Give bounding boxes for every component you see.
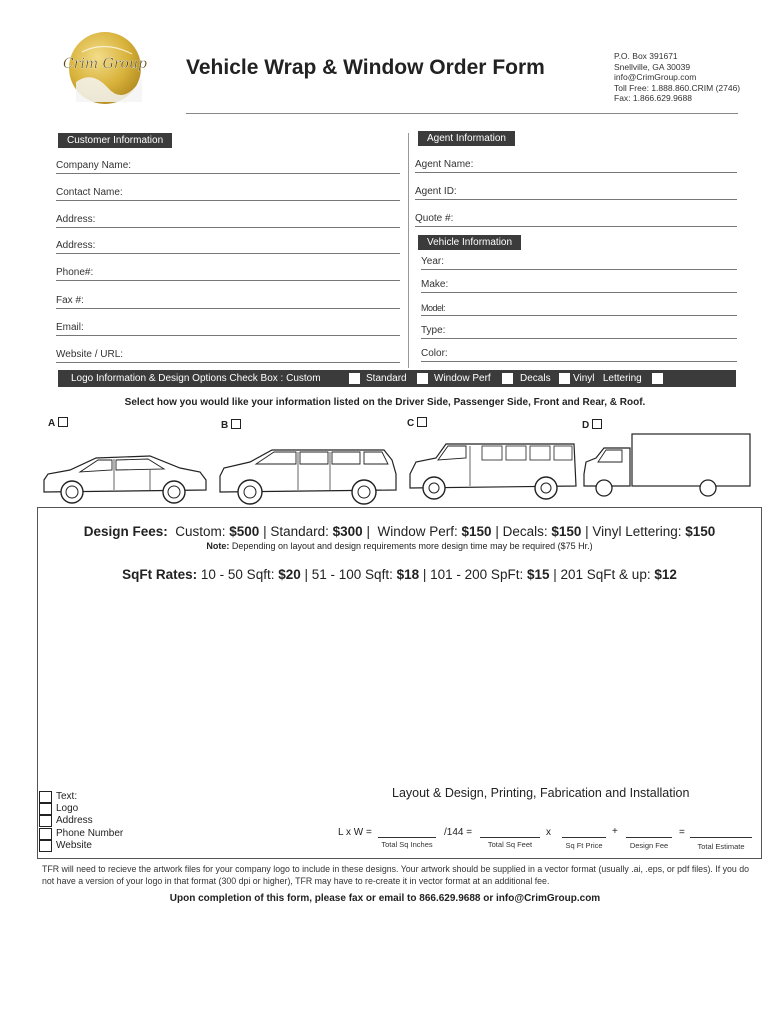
vinyl-fee-price: $150 — [685, 524, 716, 539]
custom-fee-label: Custom: — [175, 524, 226, 539]
agent-info-tag: Agent Information — [418, 131, 515, 146]
sq-ft-price-input[interactable] — [562, 827, 606, 838]
options-label: Logo Information & Design Options Check Box : Custom — [71, 373, 321, 384]
vehicle-c-label: C — [407, 418, 415, 429]
design-fees-label: Design Fees: — [83, 524, 168, 539]
submission-footer: Upon completion of this form, please fax or email to 866.629.9688 or info@CrimGroup.com — [169, 893, 601, 904]
tier1-price: $20 — [278, 567, 301, 582]
sq-ft-price-caption: Sq Ft Price — [565, 841, 603, 850]
standard-checkbox[interactable] — [417, 373, 428, 384]
artwork-disclaimer: TFR will need to recieve the artwork files for your company logo to include in these designs. Your artwork should be supplied in a vector format (usually .ai, .eps, or pdf files). If you do not have a version of your logo in that format (300 dpi or higher), TFR may have to re-create it in vector format at an additional fee. — [42, 864, 750, 886]
page-title: Vehicle Wrap & Window Order Form — [186, 56, 545, 79]
div144-label: /144 = — [444, 827, 473, 838]
total-sq-feet-caption: Total Sq Feet — [487, 840, 533, 849]
color-field[interactable]: Color: — [421, 348, 737, 362]
agent-name-field[interactable]: Agent Name: — [415, 159, 737, 173]
vinyl-lettering-label: Vinyl Lettering — [573, 373, 642, 384]
po-box: P.O. Box 391671 — [614, 51, 678, 61]
checklist-checkbox[interactable] — [39, 815, 52, 827]
design-fee-caption: Design Fee — [629, 841, 669, 850]
tier4-label: 201 SqFt & up: — [560, 567, 651, 582]
checklist-item[interactable] — [39, 828, 123, 840]
vinyl-fee-label: Vinyl Lettering: — [592, 524, 682, 539]
custom-fee-price: $500 — [229, 524, 260, 539]
checklist-checkbox[interactable] — [39, 803, 52, 815]
design-note — [37, 541, 762, 551]
fax-field[interactable]: Fax #: — [56, 295, 400, 309]
sqft-rates-label: SqFt Rates: — [122, 567, 198, 582]
lxw-label: L x W = — [338, 827, 372, 838]
fax-number: Fax: 1.866.629.9688 — [614, 93, 692, 104]
window-perf-fee-price: $150 — [461, 524, 492, 539]
make-field[interactable]: Make: — [421, 279, 737, 293]
decals-fee-label: Decals: — [502, 524, 548, 539]
times-sign: x — [546, 827, 551, 838]
website-field[interactable]: Website / URL: — [56, 349, 400, 363]
company-name-field[interactable]: Company Name: — [56, 160, 400, 174]
sedan-drawing — [40, 450, 210, 506]
checklist-label: Logo — [56, 803, 79, 815]
checklist-label: Phone Number — [56, 827, 124, 839]
custom-checkbox[interactable] — [349, 373, 360, 384]
checklist-checkbox[interactable] — [39, 840, 52, 852]
box-truck-drawing — [582, 432, 754, 498]
customer-info-tag: Customer Information — [58, 133, 172, 148]
design-options-bar — [58, 370, 736, 387]
checklist-item[interactable] — [39, 803, 123, 815]
info-checklist — [39, 791, 123, 852]
equals-sign: = — [679, 827, 685, 838]
tier3-label: 101 - 200 SpFt: — [430, 567, 524, 582]
quote-number-field[interactable]: Quote #: — [415, 213, 737, 227]
total-sq-feet-input[interactable] — [480, 827, 540, 838]
standard-fee-label: Standard: — [270, 524, 329, 539]
email-field[interactable]: Email: — [56, 322, 400, 336]
tier2-price: $18 — [396, 567, 420, 582]
tier4-price: $12 — [654, 567, 677, 582]
vehicle-a-checkbox[interactable] — [58, 417, 68, 427]
tier2-label: 51 - 100 Sqft: — [311, 567, 393, 582]
vehicle-option-b[interactable] — [221, 419, 241, 431]
window-perf-fee-label: Window Perf: — [377, 524, 458, 539]
design-area[interactable] — [37, 507, 762, 859]
contact-block — [614, 51, 740, 104]
checklist-checkbox[interactable] — [39, 828, 52, 840]
checklist-label: Address — [56, 815, 93, 827]
model-field[interactable]: Model: — [421, 302, 737, 316]
checklist-checkbox[interactable] — [39, 791, 52, 803]
vehicle-b-checkbox[interactable] — [231, 419, 241, 429]
checklist-label: Website — [56, 839, 92, 851]
vehicle-option-c[interactable] — [407, 417, 427, 429]
checklist-label: Text: — [56, 791, 78, 802]
contact-email[interactable]: info@CrimGroup.com — [614, 72, 697, 83]
address-field-1[interactable]: Address: — [56, 214, 400, 228]
checklist-item[interactable] — [39, 791, 123, 803]
vehicle-a-label: A — [48, 418, 56, 429]
total-estimate-input[interactable] — [690, 827, 752, 838]
contact-name-field[interactable]: Contact Name: — [56, 187, 400, 201]
checklist-item[interactable] — [39, 815, 123, 827]
design-fees-line: Design Fees: Custom: $500 | Standard: $300 | Window Perf: $150 | Decals: $150 | Vinyl Lettering: $150 — [83, 524, 716, 539]
window-perf-checkbox[interactable] — [502, 373, 513, 384]
vehicle-d-checkbox[interactable] — [592, 419, 602, 429]
note-label: Note: — [206, 541, 230, 551]
tier1-label: 10 - 50 Sqft: — [200, 567, 275, 582]
vehicle-info-tag: Vehicle Information — [418, 235, 521, 250]
toll-free: Toll Free: 1.888.860.CRIM (2746) — [614, 82, 741, 93]
vinyl-lettering-checkbox[interactable] — [652, 373, 663, 384]
decals-label: Decals — [520, 373, 551, 384]
tier3-price: $15 — [526, 567, 550, 582]
address-field-2[interactable]: Address: — [56, 240, 400, 254]
decals-checkbox[interactable] — [559, 373, 570, 384]
phone-field[interactable]: Phone#: — [56, 267, 400, 281]
column-divider — [408, 133, 409, 368]
company-logo — [62, 30, 148, 108]
agent-id-field[interactable]: Agent ID: — [415, 186, 737, 200]
plus-sign: + — [612, 826, 618, 837]
logo-text: Crim Group — [63, 56, 147, 72]
year-field[interactable]: Year: — [421, 256, 737, 270]
vehicle-option-d[interactable] — [582, 419, 602, 431]
total-sq-inches-input[interactable] — [378, 827, 436, 838]
standard-label: Standard — [366, 373, 407, 384]
vehicle-d-label: D — [582, 420, 590, 431]
standard-fee-price: $300 — [332, 524, 363, 539]
vehicle-b-label: B — [221, 420, 229, 431]
vehicle-instruction: Select how you would like your information listed on the Driver Side, Passenger Side, Front and Rear, & Roof. — [124, 397, 646, 408]
checklist-item[interactable] — [39, 840, 123, 852]
sqft-rates-line: SqFt Rates: 10 - 50 Sqft: $20 | 51 - 100 Sqft: $18 | 101 - 200 SpFt: $15 | 201 SqFt & up: $12 — [122, 567, 677, 582]
vehicle-c-checkbox[interactable] — [417, 417, 427, 427]
type-field[interactable]: Type: — [421, 325, 737, 339]
design-fee-input[interactable] — [626, 827, 672, 838]
van-drawing — [406, 440, 580, 502]
layout-title: Layout & Design, Printing, Fabrication and Installation — [392, 786, 690, 800]
note-text: Depending on layout and design requirements more design time may be required ($75 Hr.) — [231, 541, 593, 551]
suv-drawing — [216, 446, 402, 506]
city-state: Snellville, GA 30039 — [614, 61, 691, 72]
window-perf-label: Window Perf — [434, 373, 491, 384]
vehicle-option-a[interactable] — [48, 417, 68, 429]
header-divider — [186, 113, 738, 114]
total-sq-inches-caption: Total Sq Inches — [381, 840, 433, 849]
total-estimate-caption: Total Estimate — [697, 842, 745, 851]
decals-fee-price: $150 — [551, 524, 582, 539]
